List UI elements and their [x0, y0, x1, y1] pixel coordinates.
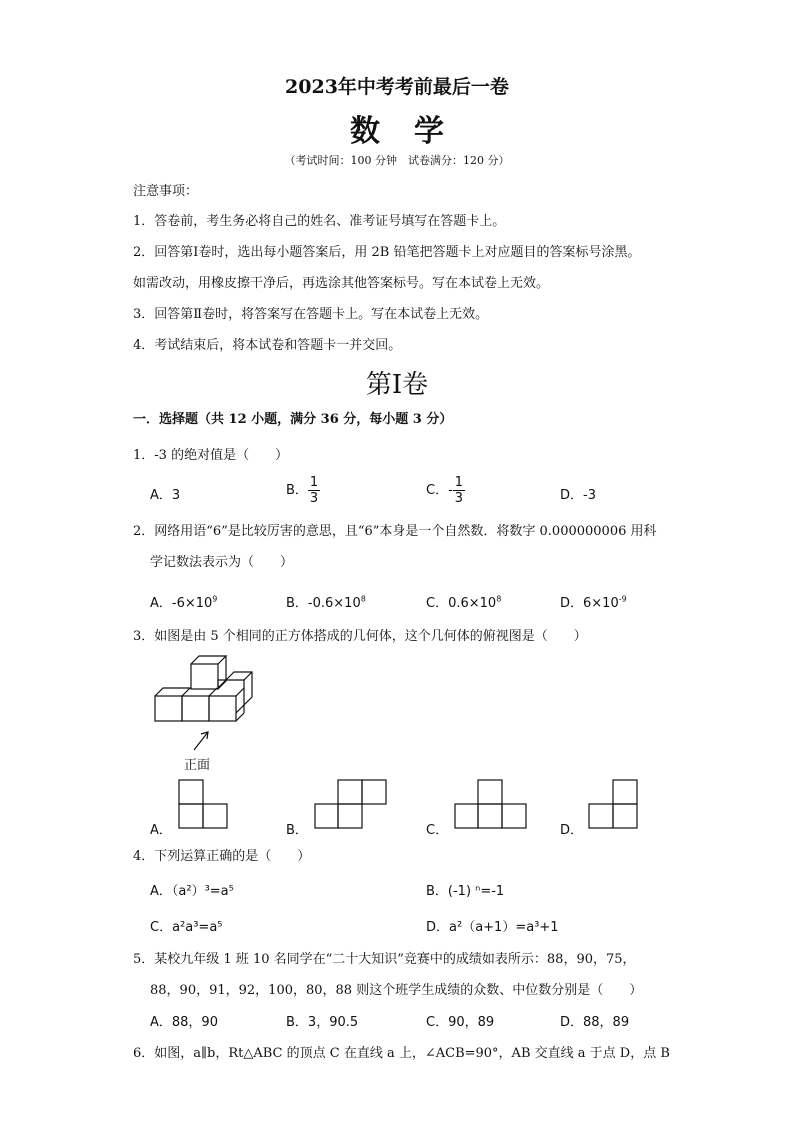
q5-option-c: C．90，89: [426, 1015, 495, 1030]
exam-info: （考试时间：100 分钟 试卷满分：120 分）: [284, 154, 510, 167]
q5-option-a: A．88，90: [150, 1015, 218, 1030]
q4-option-c: C．a²a³=a⁵: [150, 920, 223, 935]
question-3-stem: 3．如图是由 5 个相同的正方体搭成的几何体，这个几何体的俯视图是（ ）: [133, 629, 587, 644]
exam-title: 2023年中考考前最后一卷: [285, 76, 509, 98]
note-item: 4．考试结束后，将本试卷和答题卡一并交回。: [133, 338, 402, 353]
q5-option-b: B．3，90.5: [286, 1015, 359, 1030]
q2-option-b: [286, 592, 366, 611]
q2-option-c-exponent: 8: [496, 594, 502, 604]
q3-option-c-label: C．: [426, 823, 449, 838]
note-item: 如需改动，用橡皮擦干净后，再选涂其他答案标号。写在本试卷上无效。: [133, 276, 550, 291]
q3-option-a-label: A．: [150, 823, 172, 838]
q3-option-a-figure: [178, 779, 230, 829]
q5-option-d: D．88，89: [560, 1015, 630, 1030]
q2-option-c-base: C．0.6×10: [426, 596, 497, 611]
question-5-line-2: 88，90，91，92，100，80，88 则这个班学生成绩的众数、中位数分别是（ ）: [150, 983, 643, 998]
q1-option-b-prefix: B．: [286, 483, 308, 498]
fraction-numerator: 1: [309, 475, 319, 490]
q1-option-b: [286, 475, 320, 506]
q1-option-c-sign: -: [448, 483, 453, 498]
note-item: 1．答卷前，考生务必将自己的姓名、准考证号填写在答题卡上。: [133, 214, 506, 229]
q4-option-d: D．a²（a+1）=a³+1: [426, 920, 559, 935]
volume-title: 第Ⅰ卷: [365, 370, 429, 400]
cube-face: [155, 696, 182, 721]
q2-option-d-base: D．6×10: [560, 596, 619, 611]
subject-title: 数学: [350, 114, 478, 149]
q2-option-b-exponent: 8: [360, 594, 366, 604]
q2-option-c: [426, 592, 501, 611]
q1-option-c-prefix: C．: [426, 483, 449, 498]
q3-option-b-label: B．: [286, 823, 308, 838]
front-label: 正面: [184, 758, 211, 773]
fraction-denominator: 3: [309, 491, 319, 506]
question-6-line-1: 6．如图，a∥b，Rt△ABC 的顶点 C 在直线 a 上，∠ACB=90°，AB 交直线 a 于点 D，点 B: [133, 1046, 670, 1061]
cube-solid-figure: [150, 652, 262, 732]
cube-face: [209, 696, 236, 721]
q1-option-b-fraction: [308, 475, 320, 506]
q2-option-b-base: B．-0.6×10: [286, 596, 361, 611]
q1-option-d: D．-3: [560, 488, 596, 503]
q2-option-a-base: A．-6×10: [150, 596, 213, 611]
q2-option-d-exponent: -9: [618, 594, 627, 604]
q1-option-a: A．3: [150, 488, 181, 503]
q2-option-a: [150, 592, 217, 611]
cube-face: [191, 664, 218, 689]
q3-option-d-label: D．: [560, 823, 584, 838]
notes-heading: 注意事项：: [133, 184, 199, 199]
q3-option-c-figure: [454, 779, 528, 829]
question-2-line-1: 2．网络用语“6”是比较厉害的意思，且“6”本身是一个自然数．将数字 0.000000006 用科: [133, 524, 657, 539]
question-5-line-1: 5．某校九年级 1 班 10 名同学在“二十大知识”竞赛中的成绩如表所示：88，90，75，: [133, 952, 636, 967]
section-title: 一．选择题（共 12 小题，满分 36 分，每小题 3 分）: [133, 412, 453, 427]
q1-option-c-fraction: [453, 475, 465, 506]
question-4-stem: 4．下列运算正确的是（ ）: [133, 849, 311, 864]
note-item: 2．回答第Ⅰ卷时，选出每小题答案后，用 2B 铅笔把答题卡上对应题目的答案标号涂黑。: [133, 245, 641, 260]
q4-option-a: A．（a²）³=a⁵: [150, 884, 234, 899]
q2-option-d: [560, 592, 627, 611]
cube-face: [182, 696, 209, 721]
q2-option-a-exponent: 9: [212, 594, 218, 604]
question-1-stem: 1．-3 的绝对值是（ ）: [133, 448, 289, 463]
fraction-denominator: 3: [454, 491, 464, 506]
note-item: 3．回答第Ⅱ卷时，将答案写在答题卡上。写在本试卷上无效。: [133, 307, 489, 322]
front-arrow-icon: [190, 728, 214, 754]
fraction-numerator: 1: [454, 475, 464, 490]
q1-option-c: [426, 475, 465, 506]
question-2-line-2: 学记数法表示为（ ）: [150, 555, 294, 570]
q3-option-d-figure: [588, 779, 640, 829]
q3-option-b-figure: [314, 779, 388, 829]
q4-option-b: B．(-1) ⁿ=-1: [426, 884, 505, 899]
